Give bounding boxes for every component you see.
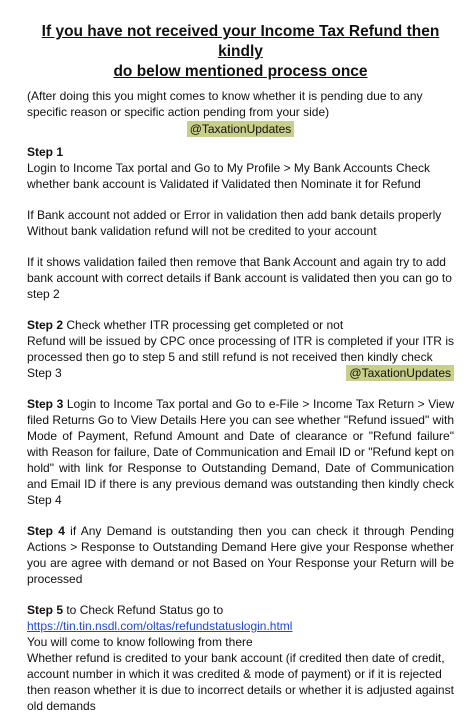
step-2-last-row bbox=[27, 365, 454, 381]
handle-tag-top-wrap bbox=[27, 120, 454, 138]
step-5-text-c: Whether refund is credited to your bank account (if credited then date of credit, account number in which it was credited & mode of payment) or if it is rejected then reason whether it is due to incorrect details or whether it is adjusted against old demands bbox=[27, 651, 454, 713]
step-3-text: Login to Income Tax portal and Go to e-File > Income Tax Return > View filed Returns Go to View Details Here you can see whether "Refund issued" with Mode of Payment, Refund Amount and Date of clearance or "Refund failure" with Reason for failure, Date of Communication and Email ID or "Refund kept on hold" with link for Response to Outstanding Demand, Date of Communication and Email ID if there is any previous demand was outstanding then kindly check Step 4 bbox=[27, 397, 455, 507]
refund-status-link[interactable]: https://tin.tin.nsdl.com/oltas/refundstatuslogin.html bbox=[27, 619, 293, 633]
step-4-label: Step 4 bbox=[27, 524, 65, 538]
step-5-link-row bbox=[27, 618, 454, 634]
step-5-section bbox=[27, 602, 454, 714]
step-3-label: Step 3 bbox=[27, 397, 64, 411]
document-title bbox=[27, 22, 454, 82]
step-2-heading bbox=[27, 317, 454, 333]
step-3-section bbox=[27, 396, 454, 508]
step-2-label: Step 2 bbox=[27, 318, 64, 332]
step-2-section bbox=[27, 317, 454, 381]
title-line-2: do below mentioned process once bbox=[113, 63, 368, 80]
step-1-section bbox=[27, 144, 454, 302]
step-5-label: Step 5 bbox=[27, 603, 64, 617]
step-2-text-c: Step 3 bbox=[27, 366, 62, 380]
handle-tag: @TaxationUpdates bbox=[187, 121, 295, 137]
step-2-text-a: Check whether ITR processing get completed or not bbox=[63, 318, 344, 332]
step-1-paragraph-3: If it shows validation failed then remove that Bank Account and again try to add bank account with correct details if Bank account is validated then you can go to step 2 bbox=[27, 255, 452, 301]
step-5-text-a: to Check Refund Status go to bbox=[63, 603, 224, 617]
step-4-section bbox=[27, 523, 454, 587]
step-1-paragraph-2: If Bank account not added or Error in validation then add bank details properly Without bank validation refund will not be credited to your account bbox=[27, 208, 442, 238]
step-3-paragraph bbox=[27, 396, 454, 508]
title-line-1: If you have not received your Income Tax Refund then kindly bbox=[41, 23, 440, 60]
step-1-label: Step 1 bbox=[27, 145, 64, 159]
step-2-text-b: Refund will be issued by CPC once processing of ITR is completed if your ITR is processed then go to step 5 and still refund is not received then kindly check bbox=[27, 334, 454, 364]
step-4-text: if Any Demand is outstanding then you can check it through Pending Actions > Response to Outstanding Demand Here give your Response whether you are agree with demand or not Based on Your Response your Return will be processed bbox=[27, 524, 455, 586]
step-1-paragraph-1: Login to Income Tax portal and Go to My Profile > My Bank Accounts Check whether bank account is Validated if Validated then Nominate it for Refund bbox=[27, 161, 430, 191]
step-4-paragraph bbox=[27, 523, 454, 587]
intro-note: (After doing this you might comes to know whether it is pending due to any specific reason or specific action pending from your side) bbox=[27, 89, 423, 119]
handle-tag-step-2: @TaxationUpdates bbox=[346, 365, 454, 381]
step-5-heading bbox=[27, 602, 454, 618]
step-5-text-b: You will come to know following from there bbox=[27, 635, 253, 649]
